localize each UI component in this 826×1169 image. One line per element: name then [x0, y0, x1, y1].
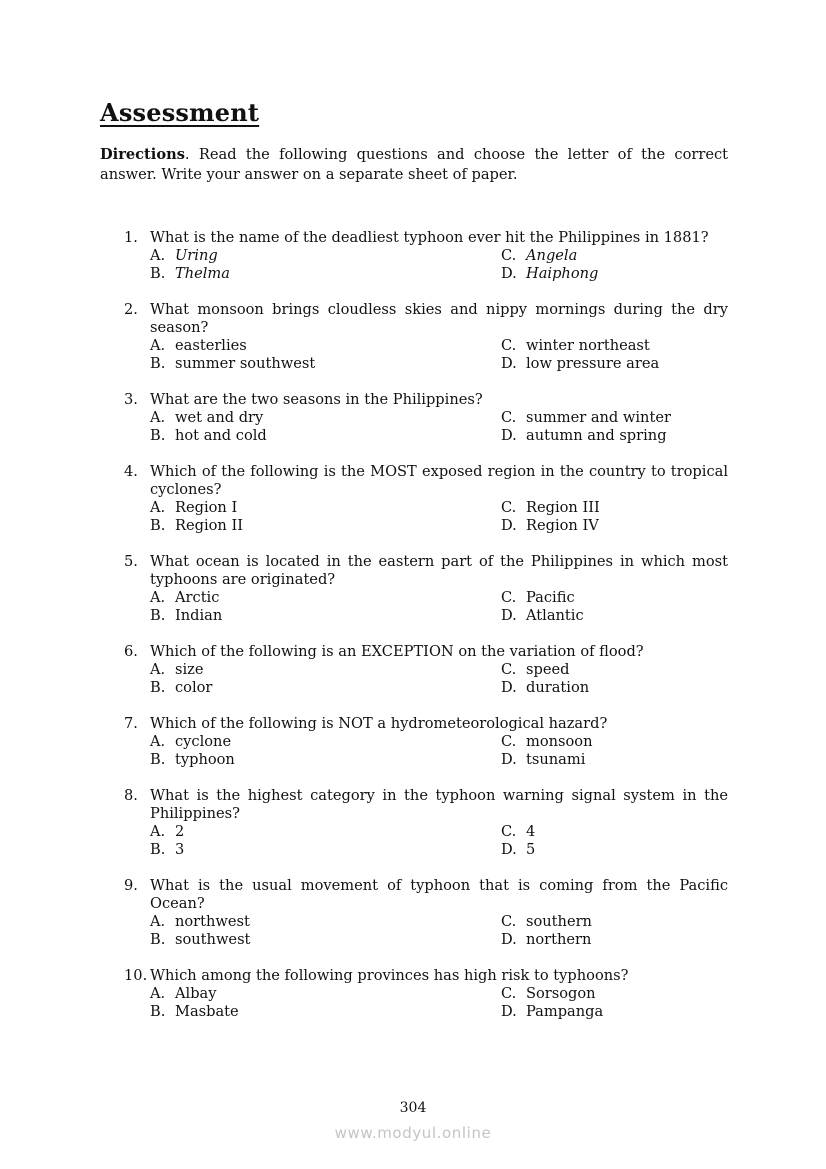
question-text: Which among the following provinces has high risk to typhoons? [150, 967, 629, 984]
option-b: B. Masbate [150, 1003, 239, 1020]
option-c: C. 4 [501, 823, 536, 840]
question-number: 3. [124, 391, 138, 408]
option-text: Uring [175, 247, 218, 264]
option-text: wet and dry [175, 409, 264, 426]
question-text: What is the highest category in the typhoon warning signal system in the Philippines? [150, 787, 728, 822]
option-d: D. tsunami [501, 751, 586, 768]
question-text: Which of the following is an EXCEPTION on the variation of flood? [150, 643, 644, 660]
option-a: A. 2 [150, 823, 185, 840]
option-c: C. speed [501, 661, 570, 678]
option-text: Pampanga [526, 1003, 604, 1020]
option-text: 2 [175, 823, 185, 840]
option-text: southern [526, 913, 592, 930]
option-text: low pressure area [526, 355, 660, 372]
question-list [124, 229, 728, 1039]
option-text: color [175, 679, 213, 696]
directions-text: . Read the following questions and choose the letter of the correct answer. Write your answer on a separate sheet of paper. [100, 146, 728, 183]
question-number: 10. [124, 967, 148, 984]
option-c: C. winter northeast [501, 337, 650, 354]
question-7 [124, 715, 728, 769]
option-b: B. Thelma [150, 265, 230, 282]
option-a: A. northwest [150, 913, 250, 930]
question-4 [124, 463, 728, 535]
option-text: Region I [175, 499, 238, 516]
question-number: 8. [124, 787, 138, 804]
option-text: size [175, 661, 204, 678]
option-c: C. southern [501, 913, 592, 930]
option-b: B. 3 [150, 841, 185, 858]
option-text: speed [526, 661, 570, 678]
watermark: www.modyul.online [334, 1124, 492, 1142]
option-d: D. autumn and spring [501, 427, 667, 444]
question-number: 1. [124, 229, 138, 246]
option-text: Arctic [175, 589, 220, 606]
option-c: C. Sorsogon [501, 985, 596, 1002]
question-3 [124, 391, 728, 445]
option-text: easterlies [175, 337, 247, 354]
page-title: Assessment [100, 98, 260, 127]
option-d: D. Haiphong [501, 265, 599, 282]
question-text: What are the two seasons in the Philippines? [150, 391, 483, 408]
option-text: cyclone [175, 733, 232, 750]
question-number: 2. [124, 301, 138, 318]
directions-label: Directions [100, 146, 185, 163]
option-d: D. 5 [501, 841, 536, 858]
option-c: C. Angela [501, 247, 578, 264]
question-5 [124, 553, 728, 625]
option-d: D. low pressure area [501, 355, 660, 372]
option-text: 5 [526, 841, 536, 858]
option-text: Thelma [175, 265, 230, 282]
question-6 [124, 643, 728, 697]
option-d: D. Atlantic [501, 607, 584, 624]
option-d: D. northern [501, 931, 592, 948]
question-number: 5. [124, 553, 138, 570]
option-a: A. Albay [150, 985, 217, 1002]
question-text: Which of the following is the MOST exposed region in the country to tropical cyclones? [150, 463, 728, 498]
option-b: B. typhoon [150, 751, 235, 768]
option-text: northern [526, 931, 592, 948]
option-b: B. hot and cold [150, 427, 267, 444]
option-b: B. color [150, 679, 213, 696]
question-number: 7. [124, 715, 138, 732]
option-b: B. Indian [150, 607, 223, 624]
question-text: What is the name of the deadliest typhoon ever hit the Philippines in 1881? [150, 229, 709, 246]
option-a: A. cyclone [150, 733, 232, 750]
option-c: C. summer and winter [501, 409, 671, 426]
option-b: B. Region II [150, 517, 243, 534]
option-text: winter northeast [526, 337, 650, 354]
option-c: C. Pacific [501, 589, 575, 606]
directions [100, 145, 728, 185]
option-text: Atlantic [526, 607, 584, 624]
option-b: B. summer southwest [150, 355, 316, 372]
question-text: Which of the following is NOT a hydrometeorological hazard? [150, 715, 608, 732]
option-text: Sorsogon [526, 985, 596, 1002]
option-c: C. monsoon [501, 733, 593, 750]
option-a: A. Uring [150, 247, 218, 264]
option-c: C. Region III [501, 499, 600, 516]
question-8 [124, 787, 728, 859]
option-a: A. easterlies [150, 337, 247, 354]
option-text: southwest [175, 931, 251, 948]
option-text: 4 [526, 823, 536, 840]
option-text: summer southwest [175, 355, 316, 372]
option-text: monsoon [526, 733, 593, 750]
question-number: 9. [124, 877, 138, 894]
question-number: 4. [124, 463, 138, 480]
option-text: Albay [175, 985, 217, 1002]
option-text: tsunami [526, 751, 586, 768]
question-text: What monsoon brings cloudless skies and nippy mornings during the dry season? [150, 301, 728, 336]
option-text: hot and cold [175, 427, 267, 444]
option-a: A. Region I [150, 499, 238, 516]
option-a: A. wet and dry [150, 409, 264, 426]
option-text: Region IV [526, 517, 599, 534]
option-text: Masbate [175, 1003, 239, 1020]
question-text: What is the usual movement of typhoon that is coming from the Pacific Ocean? [150, 877, 728, 912]
option-a: A. Arctic [150, 589, 220, 606]
question-9 [124, 877, 728, 949]
option-text: Region III [526, 499, 600, 516]
option-text: duration [526, 679, 590, 696]
option-text: Pacific [526, 589, 575, 606]
option-text: Region II [175, 517, 243, 534]
option-text: Indian [175, 607, 223, 624]
option-b: B. southwest [150, 931, 251, 948]
question-number: 6. [124, 643, 138, 660]
option-d: D. Region IV [501, 517, 599, 534]
question-10 [124, 967, 728, 1021]
option-text: northwest [175, 913, 250, 930]
option-text: Haiphong [526, 265, 599, 282]
question-1 [124, 229, 728, 283]
option-text: typhoon [175, 751, 235, 768]
option-d: D. Pampanga [501, 1003, 604, 1020]
page-number: 304 [399, 1100, 427, 1116]
option-text: 3 [175, 841, 185, 858]
question-text: What ocean is located in the eastern part of the Philippines in which most typhoons are originated? [150, 553, 728, 588]
option-a: A. size [150, 661, 204, 678]
option-text: summer and winter [526, 409, 671, 426]
option-d: D. duration [501, 679, 590, 696]
option-text: autumn and spring [526, 427, 667, 444]
question-2 [124, 301, 728, 373]
option-text: Angela [526, 247, 578, 264]
